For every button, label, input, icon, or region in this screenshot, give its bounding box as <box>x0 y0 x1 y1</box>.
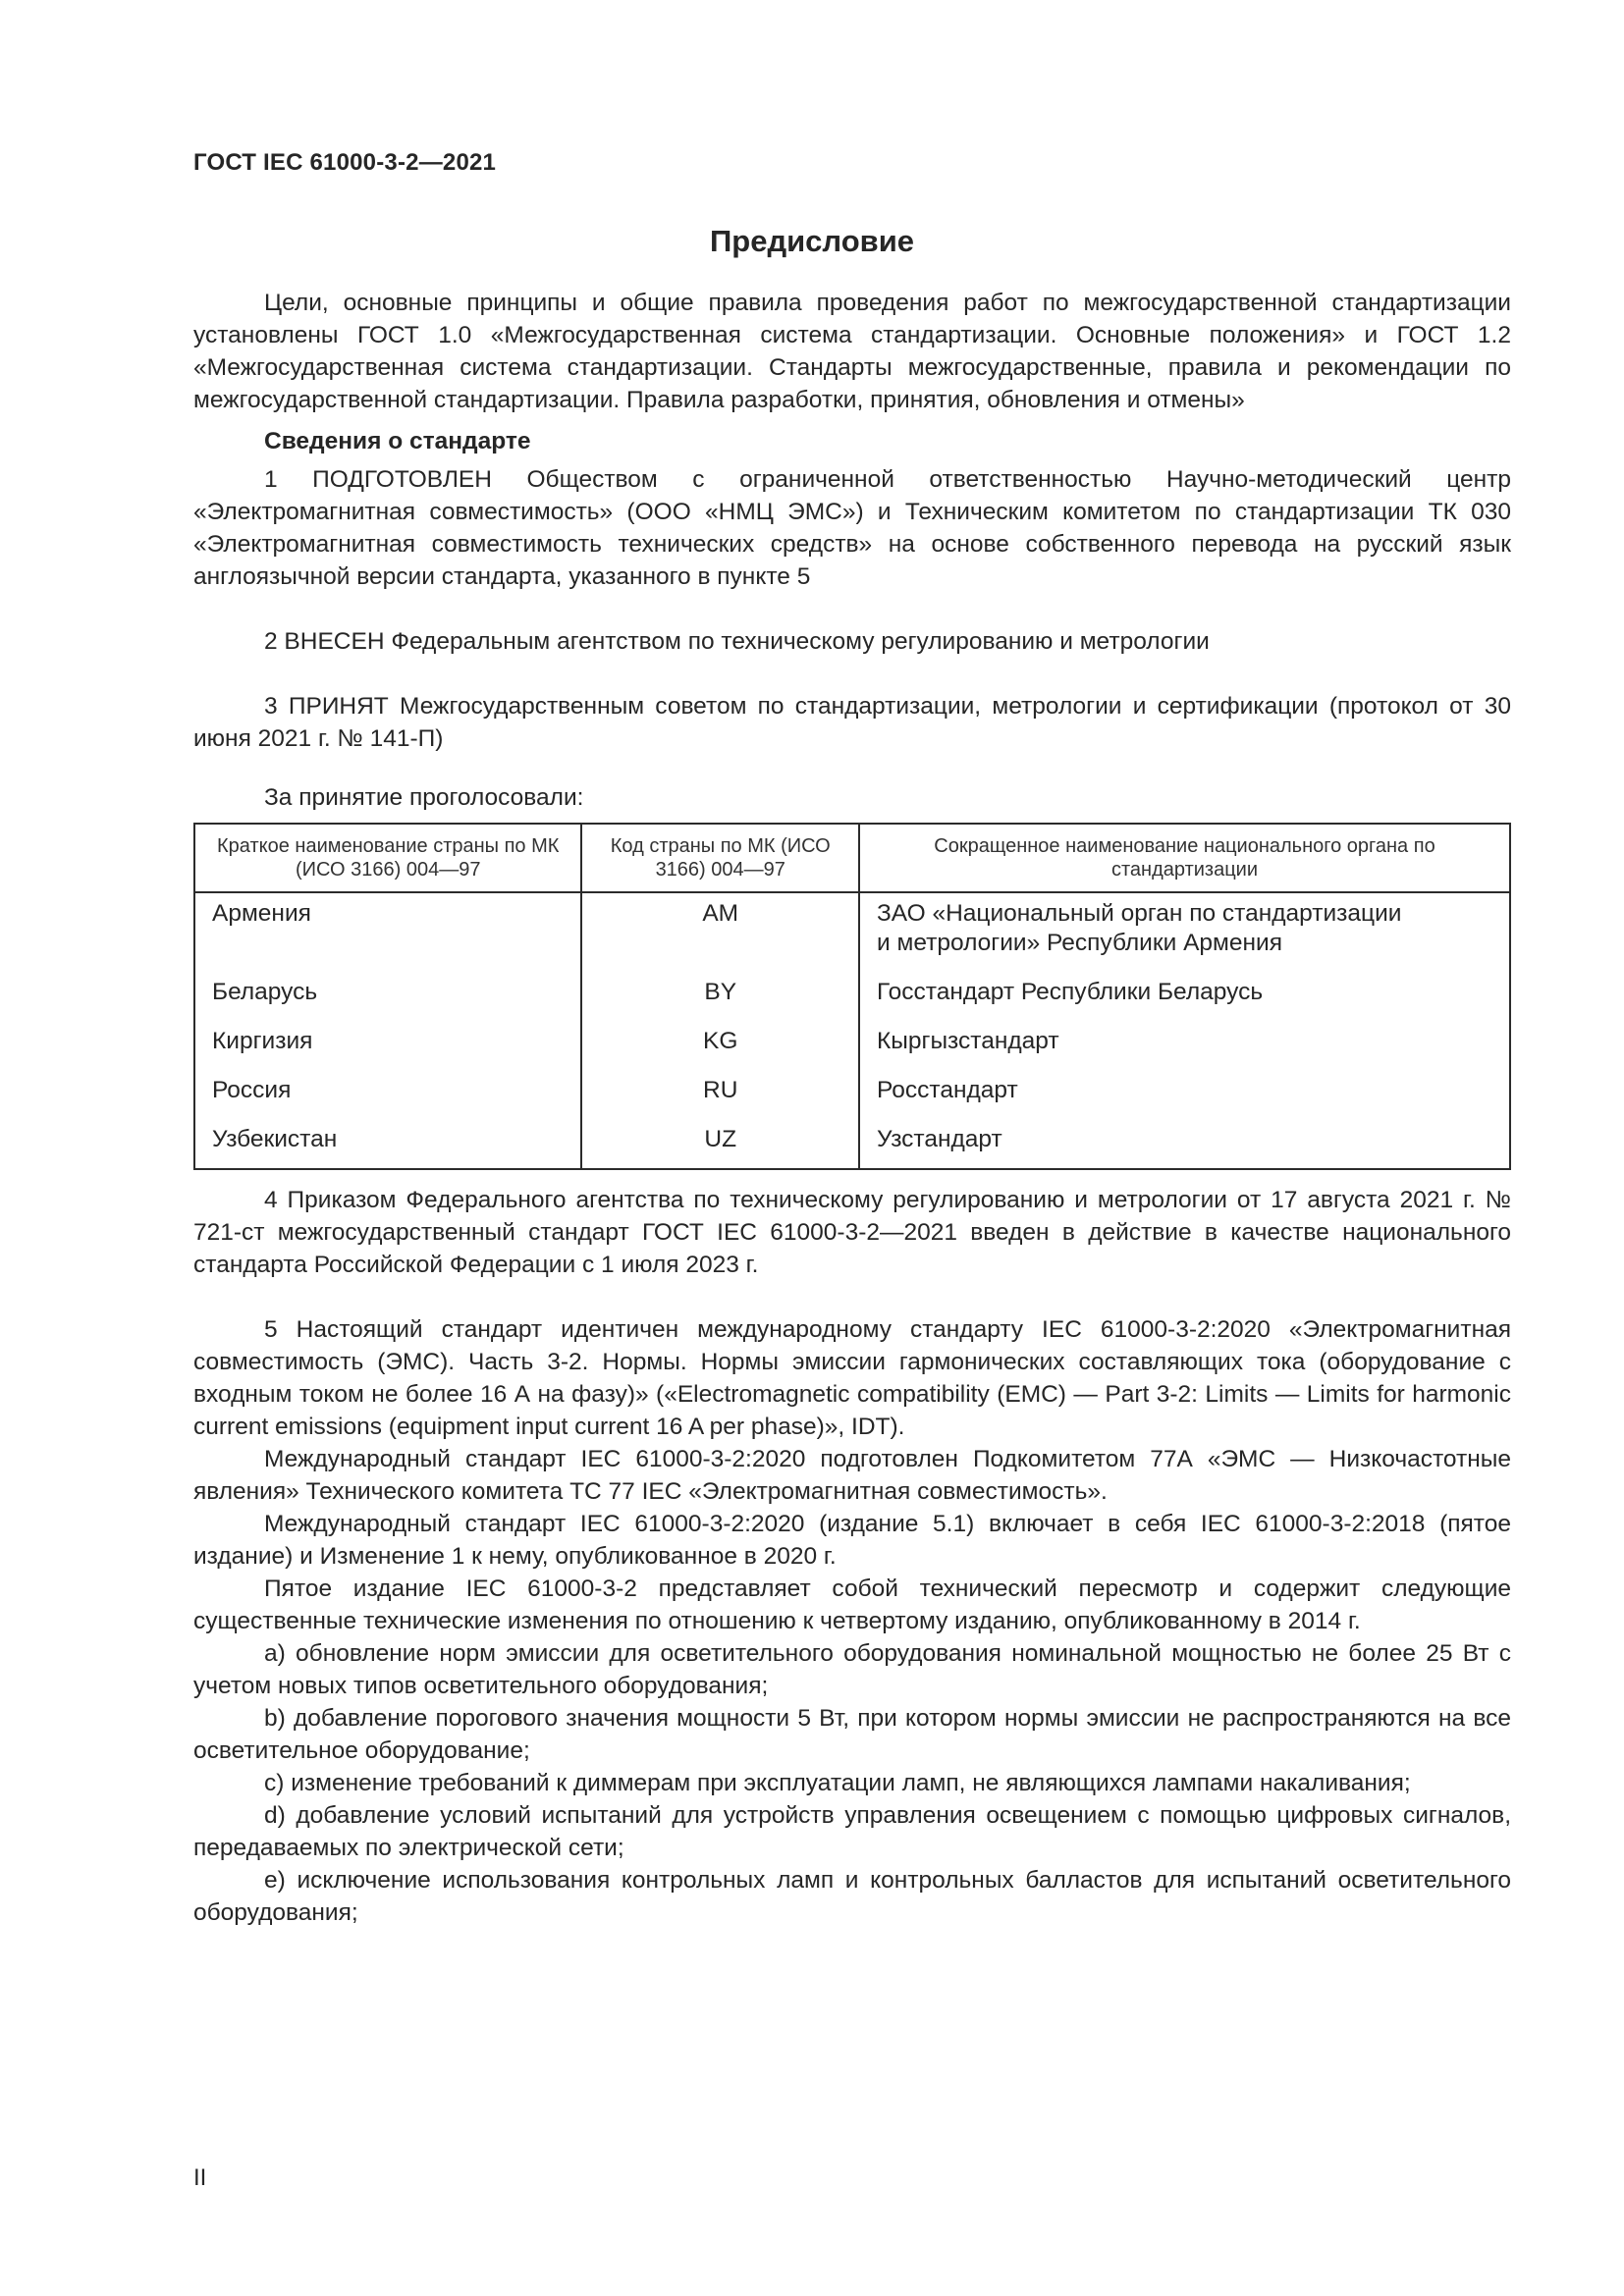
change-item: c) изменение требований к диммерам при эксплуатации ламп, не являющихся лампами накаливания; <box>264 1770 1411 1796</box>
item-5-subcommittee-paragraph: Международный стандарт IEC 61000-3-2:2020 подготовлен Подкомитетом 77А «ЭМС — Низкочастотные явления» Технического комитета ТС 77 IEC «Электромагнитная совместимость». <box>193 1446 1511 1505</box>
body-cell <box>859 892 1510 972</box>
voting-table <box>193 823 1511 1170</box>
item-3-paragraph: 3 ПРИНЯТ Межгосударственным советом по стандартизации, метрологии и сертификации (протокол от 30 июня 2021 г. № 141-П) <box>193 693 1511 752</box>
document-code-header: ГОСТ IEC 61000-3-2—2021 <box>193 149 497 176</box>
body-line: и метрологии» Республики Армения <box>877 930 1282 956</box>
item-5-changes-intro: Пятое издание IEC 61000-3-2 представляет собой технический пересмотр и содержит следующие существенные технические изменения по отношению к четвертому изданию, опубликованному в 2014 г. <box>193 1575 1511 1634</box>
body-cell: Узстандарт <box>859 1119 1510 1169</box>
page-number: II <box>193 2164 207 2191</box>
change-item: a) обновление норм эмиссии для осветительного оборудования номинальной мощностью не более 25 Вт с учетом новых типов осветительного оборудования; <box>193 1640 1511 1699</box>
code-cell: KG <box>581 1021 859 1070</box>
country-cell: Беларусь <box>194 972 581 1021</box>
country-cell: Россия <box>194 1070 581 1119</box>
table-row <box>194 1070 1510 1119</box>
table-header-code: Код страны по МК (ИСО 3166) 004—97 <box>581 824 859 892</box>
body-line: ЗАО «Национальный орган по стандартизации <box>877 900 1402 927</box>
country-cell: Армения <box>194 892 581 972</box>
voted-label: За принятие проголосовали: <box>264 784 584 811</box>
body-cell: Госстандарт Республики Беларусь <box>859 972 1510 1021</box>
item-2-paragraph: 2 ВНЕСЕН Федеральным агентством по техническому регулированию и метрологии <box>264 628 1210 655</box>
body-cell: Росстандарт <box>859 1070 1510 1119</box>
table-row <box>194 972 1510 1021</box>
code-cell: RU <box>581 1070 859 1119</box>
item-5-edition-paragraph: Международный стандарт IEC 61000-3-2:2020 (издание 5.1) включает в себя IEC 61000-3-2:2018 (пятое издание) и Изменение 1 к нему, опубликованное в 2020 г. <box>193 1511 1511 1570</box>
table-header-row <box>194 824 1510 892</box>
item-5-paragraph: 5 Настоящий стандарт идентичен международному стандарту IEC 61000-3-2:2020 «Электромагнитная совместимость (ЭМС). Часть 3-2. Нормы. Нормы эмиссии гармонических составляющих тока (оборудование с входным током не более 16 А на фазу)» («Electromagnetic compatibility (EMC) — Part 3-2: Limits — Limits for harmonic current emissions (equipment input current 16 A per phase)», IDT). <box>193 1316 1511 1440</box>
document-body <box>193 287 1511 1929</box>
table-row <box>194 1021 1510 1070</box>
section-title: Сведения о стандарте <box>264 428 531 454</box>
table-row <box>194 892 1510 972</box>
item-4-paragraph: 4 Приказом Федерального агентства по техническому регулированию и метрологии от 17 августа 2021 г. № 721-ст межгосударственный стандарт ГОСТ IEC 61000-3-2—2021 введен в действие в качестве национального стандарта Российской Федерации с 1 июля 2023 г. <box>193 1187 1511 1278</box>
change-item: b) добавление порогового значения мощности 5 Вт, при котором нормы эмиссии не распространяются на все осветительное оборудование; <box>193 1705 1511 1764</box>
code-cell: BY <box>581 972 859 1021</box>
table-row <box>194 1119 1510 1169</box>
table-header-country: Краткое наименование страны по МК (ИСО 3166) 004—97 <box>194 824 581 892</box>
table-header-body: Сокращенное наименование национального органа по стандартизации <box>859 824 1510 892</box>
change-item: d) добавление условий испытаний для устройств управления освещением с помощью цифровых сигналов, передаваемых по электрической сети; <box>193 1802 1511 1861</box>
country-cell: Киргизия <box>194 1021 581 1070</box>
country-cell: Узбекистан <box>194 1119 581 1169</box>
body-cell: Кыргызстандарт <box>859 1021 1510 1070</box>
item-1-paragraph: 1 ПОДГОТОВЛЕН Обществом с ограниченной ответственностью Научно-методический центр «Электромагнитная совместимость» (ООО «НМЦ ЭМС») и Техническим комитетом по стандартизации ТК 030 «Электромагнитная совместимость технических средств» на основе собственного перевода на русский язык англоязычной версии стандарта, указанного в пункте 5 <box>193 466 1511 590</box>
intro-paragraph: Цели, основные принципы и общие правила проведения работ по межгосударственной стандартизации установлены ГОСТ 1.0 «Межгосударственная система стандартизации. Основные положения» и ГОСТ 1.2 «Межгосударственная система стандартизации. Стандарты межгосударственные, правила и рекомендации по межгосударственной стандартизации. Правила разработки, принятия, обновления и отмены» <box>193 290 1511 413</box>
code-cell: UZ <box>581 1119 859 1169</box>
code-cell: AM <box>581 892 859 972</box>
page-title: Предисловие <box>709 224 914 258</box>
change-item: e) исключение использования контрольных ламп и контрольных балластов для испытаний осветительного оборудования; <box>193 1867 1511 1926</box>
